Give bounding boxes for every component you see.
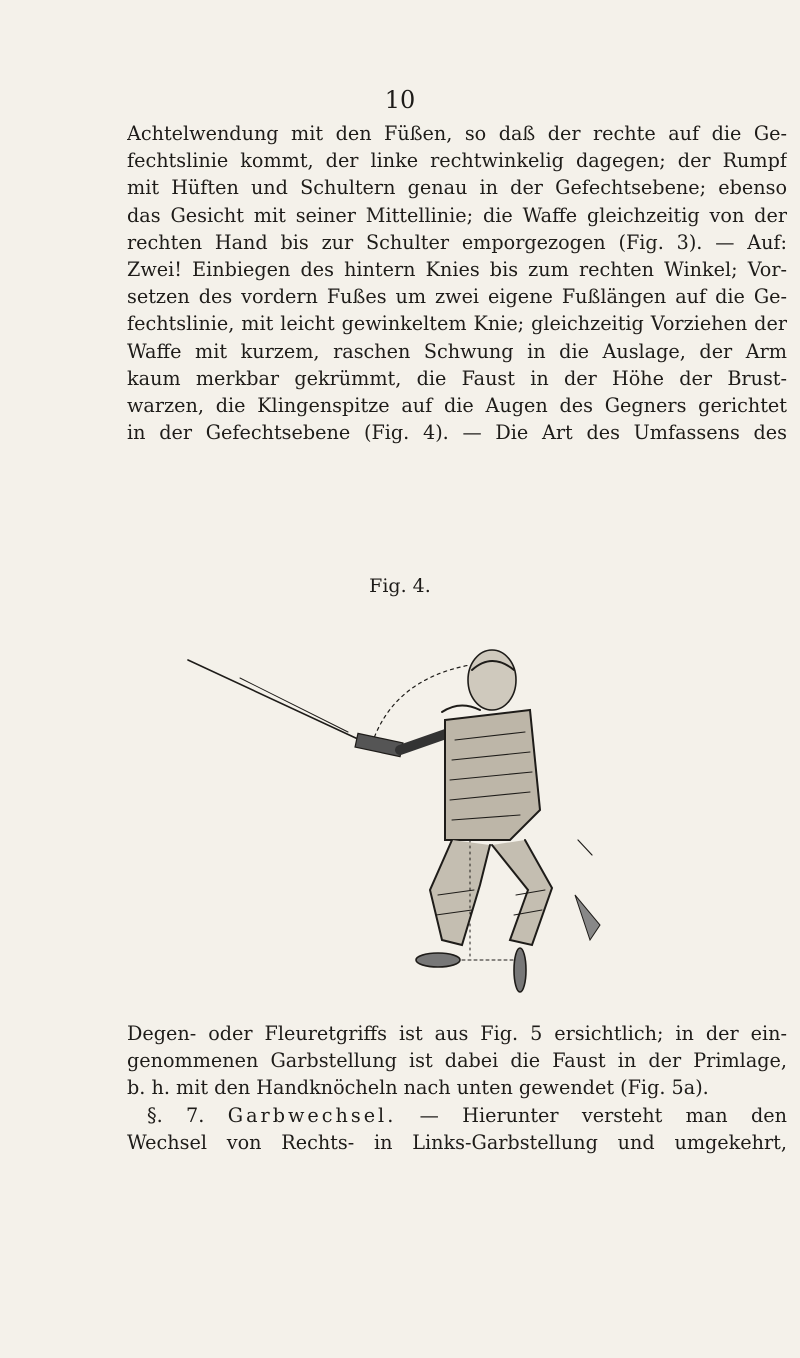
text-line: rechten Hand bis zur Schulter emporgezogen (Fig. 3). — Auf: (127, 230, 787, 254)
section-text: — Hierunter versteht man den (396, 1103, 787, 1127)
torso (445, 710, 540, 840)
front-foot (416, 953, 460, 967)
blade-line (188, 660, 360, 740)
front-leg (430, 840, 490, 945)
section-title: Garbwechsel. (227, 1103, 397, 1127)
text-line: b. h. mit den Handknöcheln nach unten gewendet (Fig. 5a). (127, 1076, 709, 1100)
text-line: Achtelwendung mit den Füßen, so daß der rechte auf die Ge- (127, 122, 787, 145)
text-line: fechtslinie kommt, der linke rechtwinkelig dagegen; der Rumpf (127, 149, 787, 173)
text-line: in der Gefechtsebene (Fig. 4). — Die Art des Umfassens des (127, 421, 787, 445)
fencer-illustration (180, 640, 620, 1000)
section-number: §. 7. (147, 1103, 205, 1127)
text-line: fechtslinie, mit leicht gewinkeltem Knie; gleichzeitig Vorziehen der (127, 312, 787, 336)
head (468, 650, 516, 710)
text-line: das Gesicht mit seiner Mittellinie; die Waffe gleichzeitig von der (127, 203, 787, 227)
page-number: 10 (384, 86, 416, 114)
paragraph-1 (127, 120, 787, 446)
text-line: Waffe mit kurzem, raschen Schwung in die Auslage, der Arm (127, 339, 787, 363)
text-line: Degen- oder Fleuretgriffs ist aus Fig. 5 ersichtlich; in der ein- (127, 1022, 787, 1045)
text-line: setzen des vordern Fußes um zwei eigene Fußlängen auf die Ge- (127, 285, 787, 309)
text-line: warzen, die Klingenspitze auf die Augen des Gegners gerichtet (127, 393, 787, 417)
paragraph-2 (127, 1020, 787, 1156)
text-line: genommenen Garbstellung ist dabei die Faust in der Primlage, (127, 1049, 787, 1073)
text-line: Wechsel von Rechts- in Links-Garbstellung und umgekehrt, (127, 1130, 787, 1154)
sight-line (240, 678, 348, 732)
rear-foot (514, 948, 526, 992)
section-heading-line (127, 1102, 787, 1129)
figure-caption: Fig. 4. (369, 575, 431, 597)
text-line: Zwei! Einbiegen des hintern Knies bis zum rechten Winkel; Vor- (127, 257, 787, 281)
rear-leg (492, 840, 552, 945)
text-line: mit Hüften und Schultern genau in der Gefechtsebene; ebenso (127, 176, 787, 200)
text-line: kaum merkbar gekrümmt, die Faust in der Höhe der Brust- (127, 366, 787, 390)
hilt (355, 733, 403, 756)
